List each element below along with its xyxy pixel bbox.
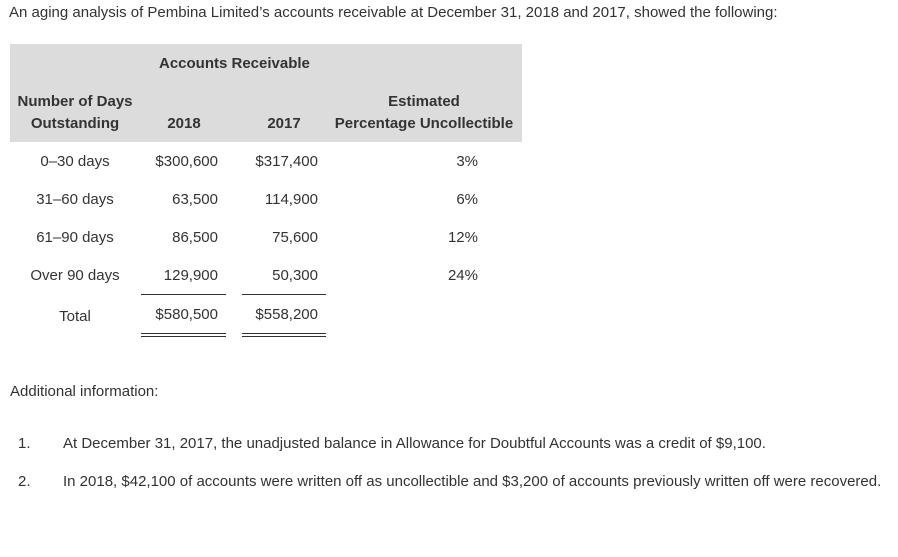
row-2017: 114,900 (264, 191, 318, 208)
double-rule-2017-a (242, 333, 326, 334)
row-pct: 12% (447, 229, 478, 246)
subtotal-rule-2017 (242, 294, 326, 295)
double-rule-2018-b (141, 336, 226, 337)
double-rule-2017-b (242, 336, 326, 337)
item-text: In 2018, $42,100 of accounts were written off as uncollectible and $3,200 of accounts previously written off were recovered. (63, 473, 882, 490)
row-days: 31–60 days (36, 191, 114, 208)
row-2018: 129,900 (163, 267, 218, 284)
subtotal-rule-2018 (141, 294, 226, 295)
row-days: 61–90 days (36, 229, 114, 246)
item-text: At December 31, 2017, the unadjusted balance in Allowance for Doubtful Accounts was a credit of $9,100. (63, 435, 766, 452)
col-2017-header: 2017 (267, 115, 301, 132)
intro-text: An aging analysis of Pembina Limited’s accounts receivable at December 31, 2018 and 2017, showed the following: (9, 4, 778, 21)
total-2017: $558,200 (255, 306, 318, 323)
row-2018: 86,500 (172, 229, 218, 246)
row-2018: 63,500 (172, 191, 218, 208)
group-header: Accounts Receivable (159, 55, 310, 72)
col-pct-line2: Percentage Uncollectible (334, 115, 514, 132)
item-number: 1. (18, 435, 31, 452)
row-days: Over 90 days (30, 267, 120, 284)
total-2018: $580,500 (155, 306, 218, 323)
item-number: 2. (18, 473, 31, 490)
row-pct: 24% (447, 267, 478, 284)
col-days-line1: Number of Days (17, 93, 133, 110)
row-2018: $300,600 (155, 153, 218, 170)
additional-info-label: Additional information: (10, 383, 159, 400)
total-label: Total (59, 308, 91, 325)
double-rule-2018-a (141, 333, 226, 334)
row-2017: 75,600 (272, 229, 318, 246)
row-2017: $317,400 (255, 153, 318, 170)
col-pct-line1: Estimated (388, 93, 460, 110)
row-pct: 3% (456, 153, 478, 170)
col-days-line2: Outstanding (30, 115, 120, 132)
row-days: 0–30 days (40, 153, 110, 170)
row-2017: 50,300 (272, 267, 318, 284)
row-pct: 6% (456, 191, 478, 208)
col-2018-header: 2018 (167, 115, 201, 132)
